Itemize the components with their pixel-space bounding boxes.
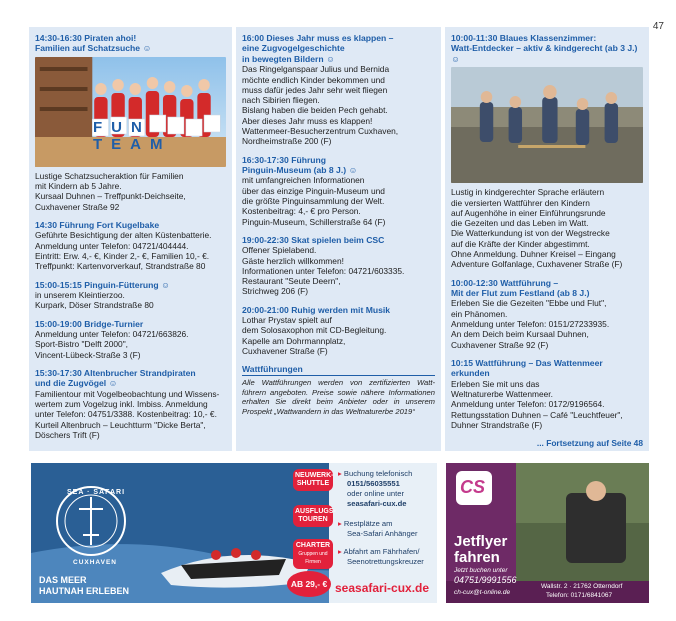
- jetflyer-address: Wallstr. 2 · 21762 Otterndorf: [541, 583, 623, 590]
- event-item: [242, 305, 435, 357]
- event-title: 10:00-11:30 Blaues Klassenzimmer: Watt-Entdecker – aktiv & kindgerecht (ab 3 J.) ☺: [451, 33, 638, 64]
- column-1: [29, 27, 232, 451]
- wattfuehrungen-section: [242, 364, 435, 416]
- watt-kids-photo-image: [451, 67, 643, 183]
- ad-line-text: Abfahrt am Fährhafen/: [343, 547, 420, 556]
- column-2: [236, 27, 441, 451]
- event-item: [451, 358, 643, 430]
- jetflyer-title-1: Jetflyer: [454, 533, 508, 550]
- jetflyer-title-2: fahren: [454, 549, 500, 566]
- seasafari-slogan-1: DAS MEER: [39, 575, 87, 585]
- event-item: [242, 235, 435, 297]
- event-title: 10:15 Wattführung – Das Wattenmeer erkunden: [451, 357, 603, 379]
- jetflyer-sub: Jetzt buchen unter: [454, 567, 508, 574]
- event-item: [451, 33, 643, 270]
- arrow-icon: ▸: [338, 547, 344, 556]
- ad-line: Seenotrettungskreuzer: [347, 557, 424, 566]
- page-number: 47: [652, 21, 664, 32]
- event-item: [35, 280, 226, 311]
- seasafari-logo-bottom: CUXHAVEN: [73, 559, 117, 566]
- continued-link[interactable]: ... Fortsetzung auf Seite 48: [536, 438, 643, 449]
- event-title: 10:00-12:30 Wattführung – Mit der Flut zum Festland (ab 8 J.): [451, 277, 590, 298]
- column-3: [445, 27, 649, 451]
- event-item: [35, 33, 226, 212]
- event-title: 16:00 Dieses Jahr muss es klappen – eine Zugvogelgeschichte in bewegten Bildern ☺: [242, 33, 394, 64]
- ad-line: 0151/56035551: [347, 479, 400, 488]
- photo-fun-team: [35, 57, 226, 167]
- badge-neuwerk-shuttle: NEUWERK- SHUTTLE: [293, 469, 333, 491]
- ad-line: [338, 469, 412, 478]
- ad-line: [338, 519, 392, 528]
- jetflyer-phone-2: Telefon: 0171/6841067: [546, 592, 613, 599]
- ad-line-text: Restplätze am: [343, 519, 393, 528]
- event-item: [242, 33, 435, 147]
- seasafari-logo-top: SEA · SAFARI: [67, 489, 126, 496]
- event-title: 14:30-16:30 Piraten ahoi! Familien auf Schatzsuche ☺: [35, 33, 152, 54]
- badge-ausflugs-touren: AUSFLUGS- TOUREN: [293, 505, 333, 527]
- seasafari-slogan-2: HAUTNAH ERLEBEN: [39, 586, 129, 596]
- price-badge: AB 29,- €: [287, 571, 331, 597]
- event-description: Lothar Prystav spielt auf dem Solosaxophon mit CD-Begleitung. Kapelle am Dohrmannplatz, Cuxhavener Straße (F): [242, 315, 387, 357]
- ad-jetflyer[interactable]: [446, 463, 649, 603]
- event-item: [35, 368, 226, 440]
- event-description: Das Ringelganspaar Julius und Bernida möchte endlich Kinder bekommen und muss dafür jedes Jahr sehr weit fliegen nach Sibirien fliegen. Bislang haben die beiden Pech gehabt. Aber dieses Jahr muss es klappen! Wattenmeer-Besucherzentrum Cuxhaven, Nordheimstraße 200 (F): [242, 64, 399, 147]
- event-title: 15:00-15:15 Pinguin-Fütterung ☺: [35, 279, 170, 290]
- event-description: Anmeldung unter Telefon: 04721/663826. Sport-Bistro "Delft 2000", Vincent-Lübeck-Straße 3 (F): [35, 329, 189, 360]
- ad-line: seasafari-cux.de: [347, 499, 407, 508]
- fun-team-banner: FUN TEAM: [93, 118, 172, 153]
- event-title: 16:30-17:30 Führung Pinguin-Museum (ab 8 J.) ☺: [242, 154, 358, 175]
- event-description: Erleben Sie die Gezeiten "Ebbe und Flut", ein Phänomen. Anmeldung unter Telefon: 0151/27233935. An dem Deich beim Kursaal Duhnen, Cuxhavener Straße 92 (F): [451, 298, 610, 350]
- badge-charter: [293, 539, 333, 569]
- ad-line: [338, 547, 420, 556]
- event-item: [451, 278, 643, 350]
- event-title: 15:00-19:00 Bridge-Turnier: [35, 318, 144, 329]
- event-title: 20:00-21:00 Ruhig werden mit Musik: [242, 304, 391, 315]
- photo-watt-kids: [451, 67, 643, 183]
- event-description: Familientour mit Vogelbeobachtung und Wissens- wertem zum Vogelzug inkl. Imbiss. Anmeldung unter Telefon: 04751/3388. Kostenbeitrag: 10,- €. Kurteil Altenbruch – Leuchtturm "Dicke Berta", Döschers Trift (F): [35, 388, 220, 440]
- jetflyer-logo: CS: [460, 477, 486, 497]
- seasafari-url[interactable]: seasafari-cux.de: [335, 581, 430, 595]
- event-item: [242, 155, 435, 227]
- ad-line: Sea-Safari Anhänger: [347, 529, 418, 538]
- badge-charter-sub: Gruppen und Firmen: [298, 551, 328, 565]
- section-note: Alle Wattführungen werden von zertifizierten Watt-führern angeboten. Preise sowie nähere Informationen erhalten Sie direkt beim Anbieter oder in unserem Prospekt „Wattwandern in das Weltnaturerbe 2019“: [242, 378, 435, 416]
- ad-line-text: Buchung telefonisch: [343, 469, 413, 478]
- ad-line: oder online unter: [347, 489, 404, 498]
- event-item: [35, 319, 226, 360]
- event-description: Lustige Schatzsucheraktion für Familien mit Kindern ab 5 Jahre. Kursaal Duhnen – Treffpunkt-Deichseite, Cuxhavener Straße 92: [35, 170, 186, 212]
- jetflyer-email[interactable]: ch-cux@t-online.de: [454, 589, 511, 596]
- event-description: Offener Spielabend. Gäste herzlich willkommen! Informationen unter Telefon: 04721/603335. Restaurant "Seute Deern", Strichweg 206 (F): [242, 245, 405, 297]
- event-description: mit umfangreichen Informationen über das einzige Pinguin-Museum und die größte Pinguinsammlung der Welt. Kostenbeitrag: 4,- € pro Person. Pinguin-Museum, Schillerstraße 64 (F): [242, 175, 386, 227]
- event-item: [35, 220, 226, 272]
- event-description: in unserem Kleintierzoo. Kurpark, Döser Strandstraße 80: [35, 290, 154, 311]
- event-description: Erleben Sie mit uns das Weltnaturerbe Wattenmeer. Anmeldung unter Telefon: 0172/9196564. Rettungsstation Duhnen – Café "Leuchtfeuer", Duhner Strandstraße (F): [451, 378, 623, 430]
- jetflyer-phone[interactable]: 04751/9991556: [454, 575, 517, 585]
- event-description: Geführte Besichtigung der alten Küstenbatterie. Anmeldung unter Telefon: 04721/404444. Eintritt: Erw. 4,- €, Kinder 2,- €, Familien 10,- €. Treffpunkt: Kartenvorverkauf, Strandstraße 80: [35, 230, 212, 272]
- event-title: 15:30-17:30 Altenbrucher Strandpiraten und die Zugvögel ☺: [35, 367, 196, 389]
- section-title: Wattführungen: [242, 364, 435, 376]
- event-title: 19:00-22:30 Skat spielen beim CSC: [242, 234, 385, 245]
- badge-charter-label: CHARTER: [295, 542, 331, 549]
- ad-seasafari[interactable]: [31, 463, 437, 603]
- arrow-icon: ▸: [338, 469, 344, 478]
- arrow-icon: ▸: [338, 519, 344, 528]
- event-title: 14:30 Führung Fort Kugelbake: [35, 220, 160, 230]
- event-description: Lustig in kindgerechter Sprache erläutern die versierten Wattführer den Kindern auf Augenhöhe in einer Einführungsrunde die Gezeiten und das Leben im Watt. Die Watterkundung ist von der Wegstrecke auf die Kräfte der Kinder abgestimmt. Ohne Anmeldung. Duhner Kreisel – Eingang Adventure Golfanlage, Cuxhavener Straße (F): [451, 187, 623, 270]
